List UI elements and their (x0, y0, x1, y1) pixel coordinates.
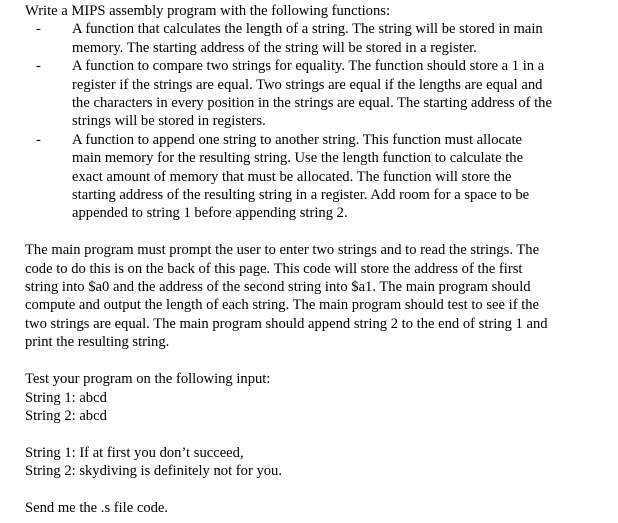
list-dash: - (36, 58, 41, 75)
paragraph-gap (25, 481, 612, 499)
test-string-line: String 2: abcd (25, 407, 107, 424)
paragraph-gap (25, 352, 612, 370)
paragraph-line: string into $a0 and the address of the second string into $a1. The main program should (25, 279, 531, 296)
function-list (25, 20, 612, 222)
function-text-line: memory. The starting address of the string will be stored in a register. (72, 39, 477, 56)
test-string-line: String 2: skydiving is definitely not for you. (25, 463, 283, 480)
function-text-line: A function that calculates the length of a string. The string will be stored in main (72, 21, 543, 38)
paragraph-gap (25, 425, 612, 443)
test-heading: Test your program on the following input: (25, 371, 271, 388)
paragraph-gap (25, 223, 612, 241)
function-text-line: appended to string 1 before appending string 2. (72, 205, 348, 222)
function-text-line: exact amount of memory that must be allocated. The function will store the (72, 168, 512, 185)
function-text-line: the characters in every position in the strings are equal. The starting address of the (72, 95, 552, 112)
paragraph-line: The main program must prompt the user to enter two strings and to read the strings. The (25, 242, 540, 259)
paragraph-line: compute and output the length of each string. The main program should test to see if the (25, 297, 540, 314)
test-input-section (25, 370, 612, 425)
function-text-line: strings will be stored in registers. (72, 113, 266, 130)
function-item-append (25, 131, 612, 223)
test-input-section-2 (25, 444, 612, 481)
function-text-line: main memory for the resulting string. Use the length function to calculate the (72, 150, 524, 167)
function-item-length (25, 20, 612, 57)
paragraph-line: code to do this is on the back of this page. This code will store the address of the first (25, 260, 523, 277)
list-dash: - (36, 131, 41, 148)
function-text-line: A function to compare two strings for equality. The function should store a 1 in a (72, 58, 545, 75)
function-text-line: A function to append one string to another string. This function must allocate (72, 131, 523, 148)
closing-instruction: Send me the .s file code. (25, 499, 169, 516)
intro-text: Write a MIPS assembly program with the following functions: (25, 3, 391, 19)
main-program-paragraph (25, 241, 612, 351)
function-text-line: register if the strings are equal. Two strings are equal if the lengths are equal and (72, 76, 543, 93)
function-text-line: starting address of the resulting string in a register. Add room for a space to be (72, 187, 530, 204)
paragraph-line: print the resulting string. (25, 334, 170, 351)
list-dash: - (36, 21, 41, 38)
test-string-line: String 1: If at first you don’t succeed, (25, 444, 244, 461)
paragraph-line: two strings are equal. The main program should append string 2 to the end of string 1 and (25, 315, 548, 332)
function-item-compare (25, 57, 612, 131)
test-string-line: String 1: abcd (25, 389, 107, 406)
